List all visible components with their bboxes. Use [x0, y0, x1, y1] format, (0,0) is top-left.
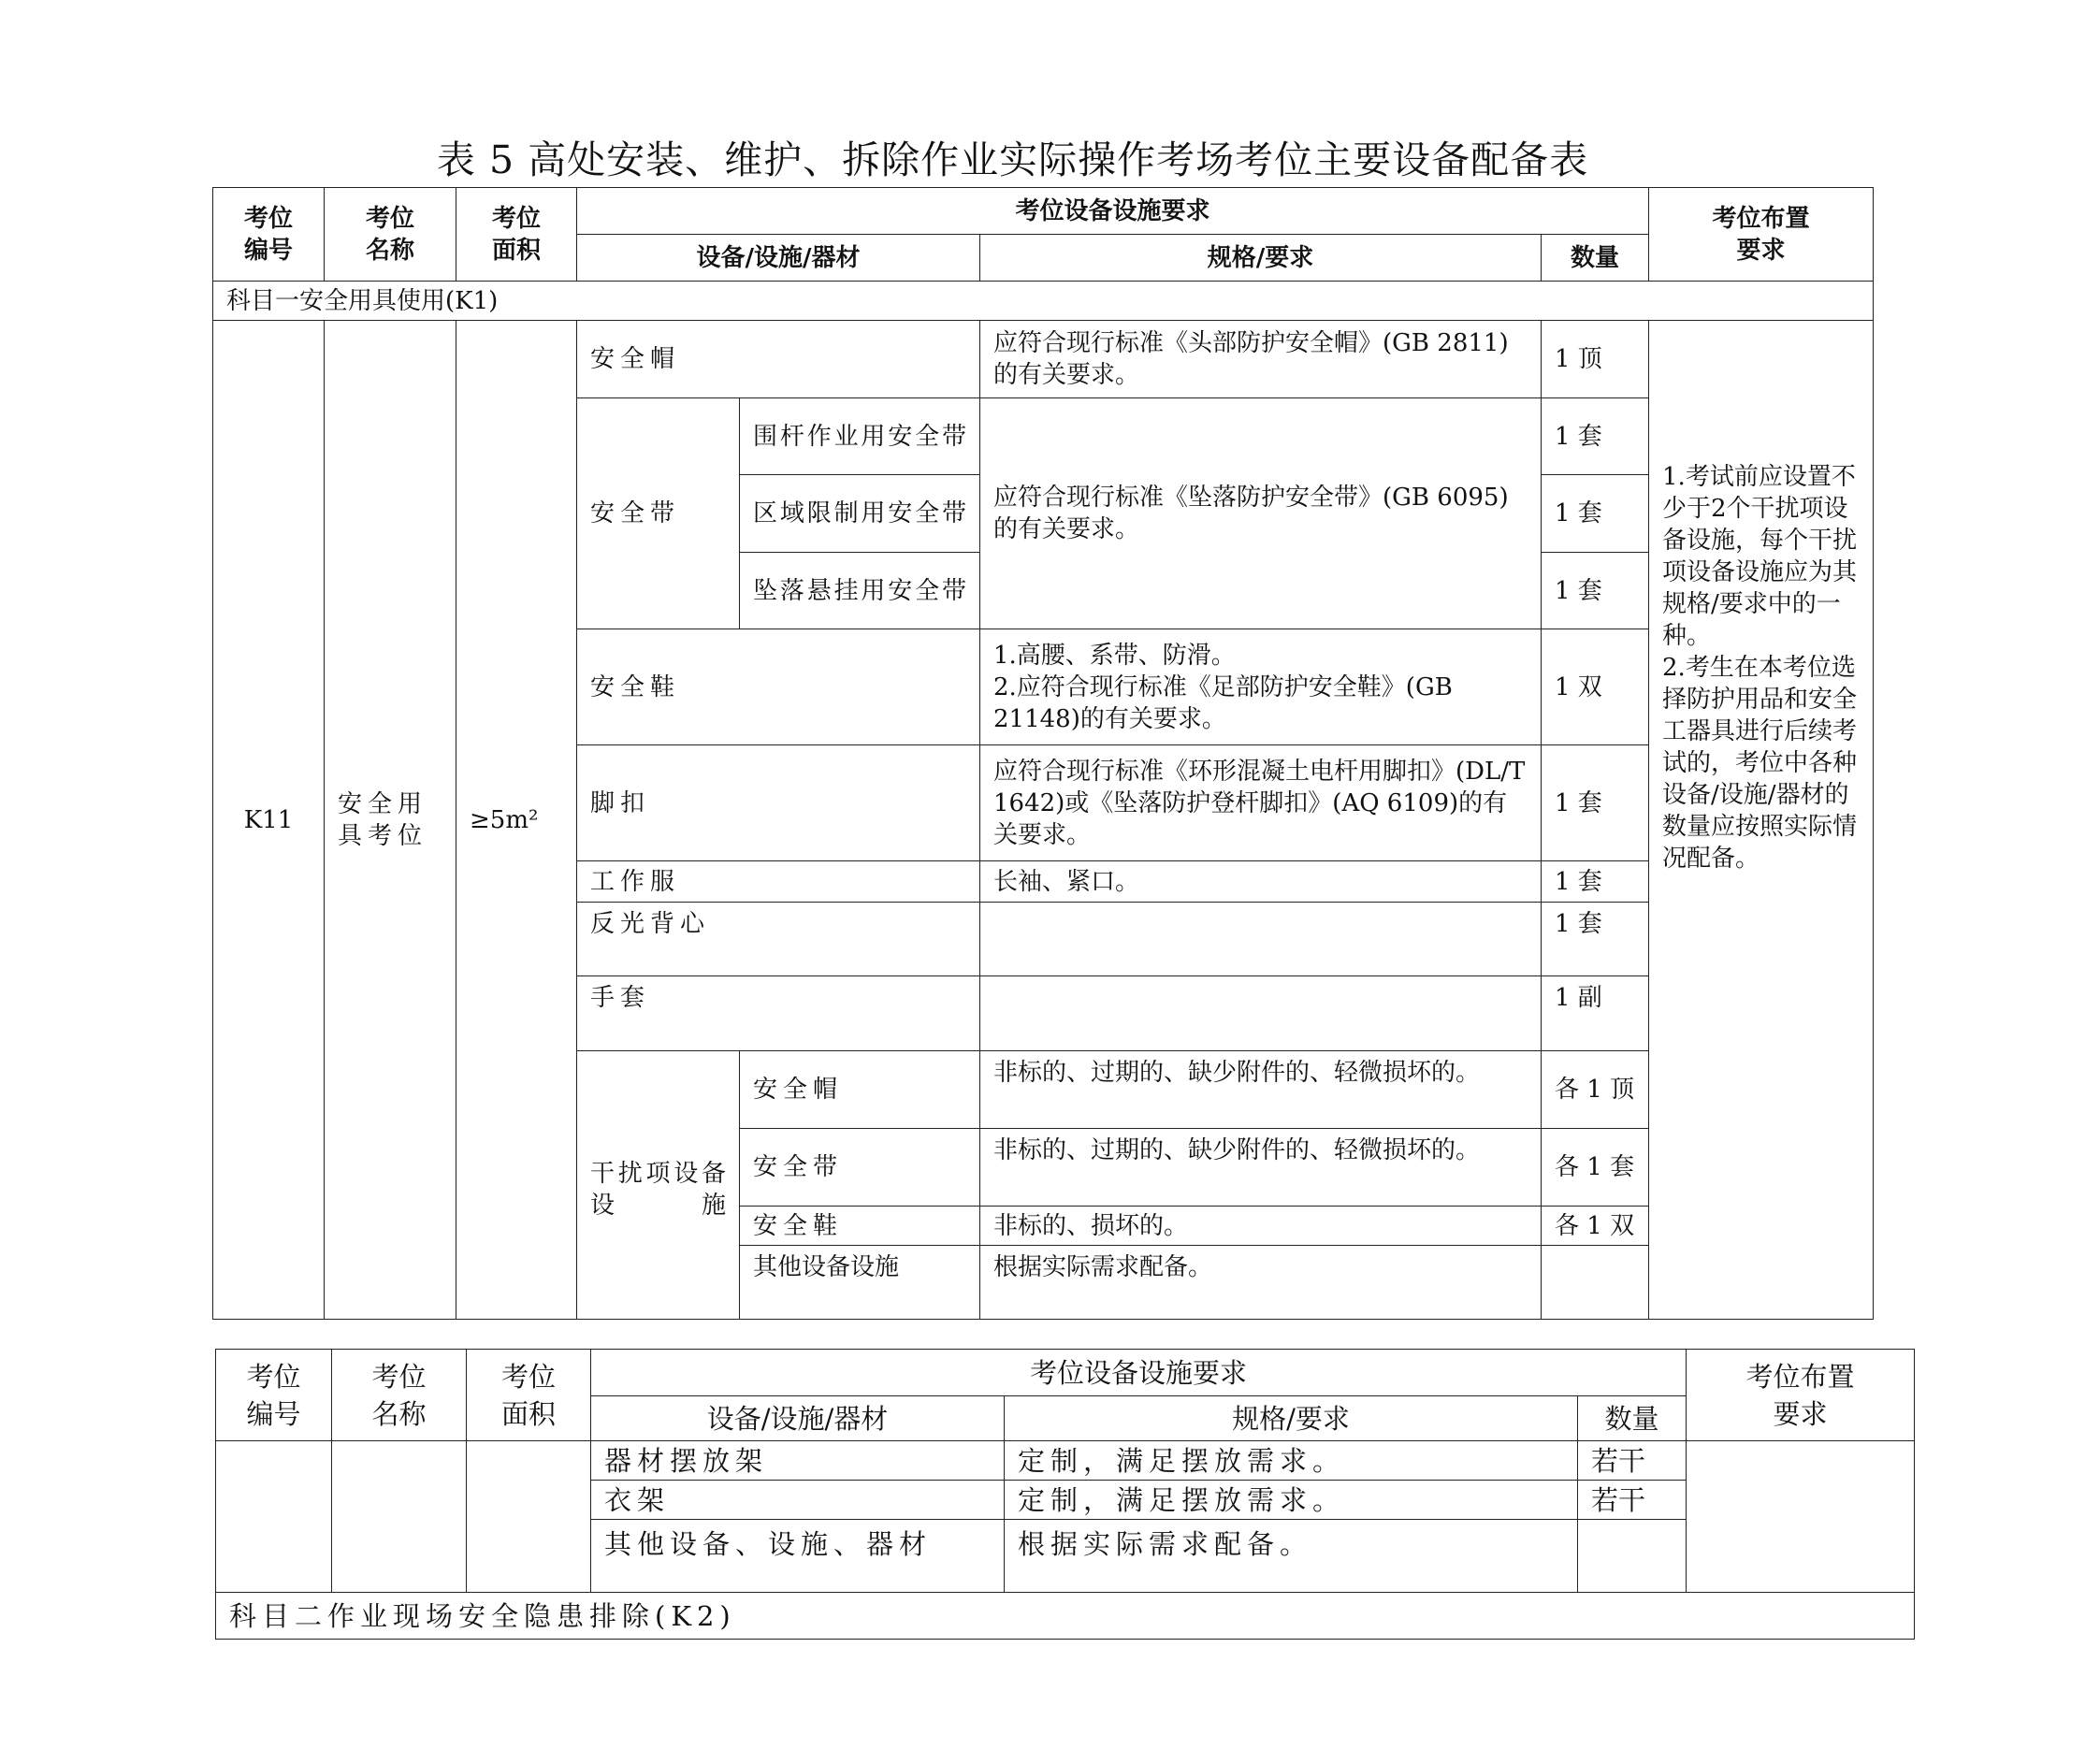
interference-qty3: 各 1 双	[1542, 1207, 1649, 1246]
header-spec: 规格/要求	[980, 235, 1542, 282]
qty-hanger: 若干	[1578, 1481, 1687, 1520]
qty-climber: 1 套	[1542, 745, 1649, 861]
header-name: 考位 名称	[325, 188, 456, 282]
qty-belt-sub1: 1 套	[1542, 398, 1649, 475]
section-k1: 科目一安全用具使用(K1)	[213, 282, 1874, 321]
spec-vest	[980, 903, 1542, 976]
qty-belt-sub2: 1 套	[1542, 475, 1649, 553]
header-equip: 设备/设施/器材	[577, 235, 980, 282]
spec-rack: 定制，满足摆放需求。	[1005, 1441, 1578, 1481]
spec-belt: 应符合现行标准《坠落防护安全带》(GB 6095)的有关要求。	[980, 398, 1542, 629]
interference-spec1: 非标的、过期的、缺少附件的、轻微损坏的。	[980, 1051, 1542, 1129]
page-title: 表 5 高处安装、维护、拆除作业实际操作考场考位主要设备配备表	[436, 137, 1589, 182]
header-layout: 考位布置 要求	[1649, 188, 1874, 282]
equip-rack: 器材摆放架	[591, 1441, 1005, 1481]
equip-helmet: 安全帽	[577, 321, 980, 398]
header-layout: 考位布置 要求	[1687, 1350, 1915, 1441]
equip-belt-sub3: 坠落悬挂用安全带	[740, 553, 980, 629]
qty-shoes: 1 双	[1542, 629, 1649, 745]
qty-belt-sub3: 1 套	[1542, 553, 1649, 629]
header-name: 考位 名称	[332, 1350, 467, 1441]
interference-spec2: 非标的、过期的、缺少附件的、轻微损坏的。	[980, 1129, 1542, 1207]
name-cell-empty	[332, 1441, 467, 1593]
section-row	[213, 282, 1874, 321]
table-row	[216, 1441, 1915, 1481]
interference-spec3: 非标的、损坏的。	[980, 1207, 1542, 1246]
header-equip: 设备/设施/器材	[591, 1396, 1005, 1441]
header-row	[213, 188, 1874, 235]
interference-item2: 安全带	[740, 1129, 980, 1207]
equip-interference: 干扰项设备设施	[577, 1051, 740, 1320]
equip-climber: 脚扣	[577, 745, 980, 861]
qty-vest: 1 套	[1542, 903, 1649, 976]
qty-other	[1578, 1520, 1687, 1593]
interference-qty2: 各 1 套	[1542, 1129, 1649, 1207]
equipment-table-continued	[215, 1349, 1915, 1640]
header-code: 考位 编号	[216, 1350, 332, 1441]
spec-gloves	[980, 976, 1542, 1051]
spec-other: 根据实际需求配备。	[1005, 1520, 1578, 1593]
spec-helmet: 应符合现行标准《头部防护安全帽》(GB 2811)的有关要求。	[980, 321, 1542, 398]
spec-hanger: 定制，满足摆放需求。	[1005, 1481, 1578, 1520]
qty-uniform: 1 套	[1542, 861, 1649, 903]
qty-helmet: 1 顶	[1542, 321, 1649, 398]
equip-shoes: 安全鞋	[577, 629, 980, 745]
equip-belt-sub1: 围杆作业用安全带	[740, 398, 980, 475]
spec-uniform: 长袖、紧口。	[980, 861, 1542, 903]
interference-item4: 其他设备设施	[740, 1246, 980, 1320]
name-k11: 安全用具考位	[325, 321, 456, 1320]
header-spec: 规格/要求	[1005, 1396, 1578, 1441]
header-qty: 数量	[1578, 1396, 1687, 1441]
header-qty: 数量	[1542, 235, 1649, 282]
equip-vest: 反光背心	[577, 903, 980, 976]
code-cell-empty	[216, 1441, 332, 1593]
equip-hanger: 衣架	[591, 1481, 1005, 1520]
interference-item3: 安全鞋	[740, 1207, 980, 1246]
qty-gloves: 1 副	[1542, 976, 1649, 1051]
equip-belt-sub2: 区域限制用安全带	[740, 475, 980, 553]
header-code: 考位 编号	[213, 188, 325, 282]
spec-shoes: 1.高腰、系带、防滑。 2.应符合现行标准《足部防护安全鞋》(GB 21148)的有关要求。	[980, 629, 1542, 745]
layout-requirements: 1.考试前应设置不少于2个干扰项设备设施，每个干扰项设备设施应为其规格/要求中的一种。 2.考生在本考位选择防护用品和安全工器具进行后续考试的，考位中各种设备/设施/器材的数量应按照实际情况配备。	[1649, 321, 1874, 1320]
qty-rack: 若干	[1578, 1441, 1687, 1481]
code-k11: K11	[213, 321, 325, 1320]
area-k11: ≥5m²	[456, 321, 577, 1320]
area-cell-empty	[467, 1441, 591, 1593]
header-group: 考位设备设施要求	[591, 1350, 1687, 1396]
section-row	[216, 1593, 1915, 1640]
section-k2: 科目二作业现场安全隐患排除(K2)	[216, 1593, 1915, 1640]
header-row	[216, 1350, 1915, 1396]
layout-cell-empty	[1687, 1441, 1915, 1593]
table-row	[213, 321, 1874, 398]
equip-other: 其他设备、设施、器材	[591, 1520, 1005, 1593]
interference-item1: 安全帽	[740, 1051, 980, 1129]
header-group: 考位设备设施要求	[577, 188, 1649, 235]
interference-qty1: 各 1 顶	[1542, 1051, 1649, 1129]
interference-spec4: 根据实际需求配备。	[980, 1246, 1542, 1320]
interference-qty4	[1542, 1246, 1649, 1320]
equipment-table	[212, 187, 1874, 1320]
spec-climber: 应符合现行标准《环形混凝土电杆用脚扣》(DL/T 1642)或《坠落防护登杆脚扣》(AQ 6109)的有关要求。	[980, 745, 1542, 861]
equip-uniform: 工作服	[577, 861, 980, 903]
header-area: 考位 面积	[467, 1350, 591, 1441]
equip-belt: 安全带	[577, 398, 740, 629]
header-area: 考位 面积	[456, 188, 577, 282]
equip-gloves: 手套	[577, 976, 980, 1051]
